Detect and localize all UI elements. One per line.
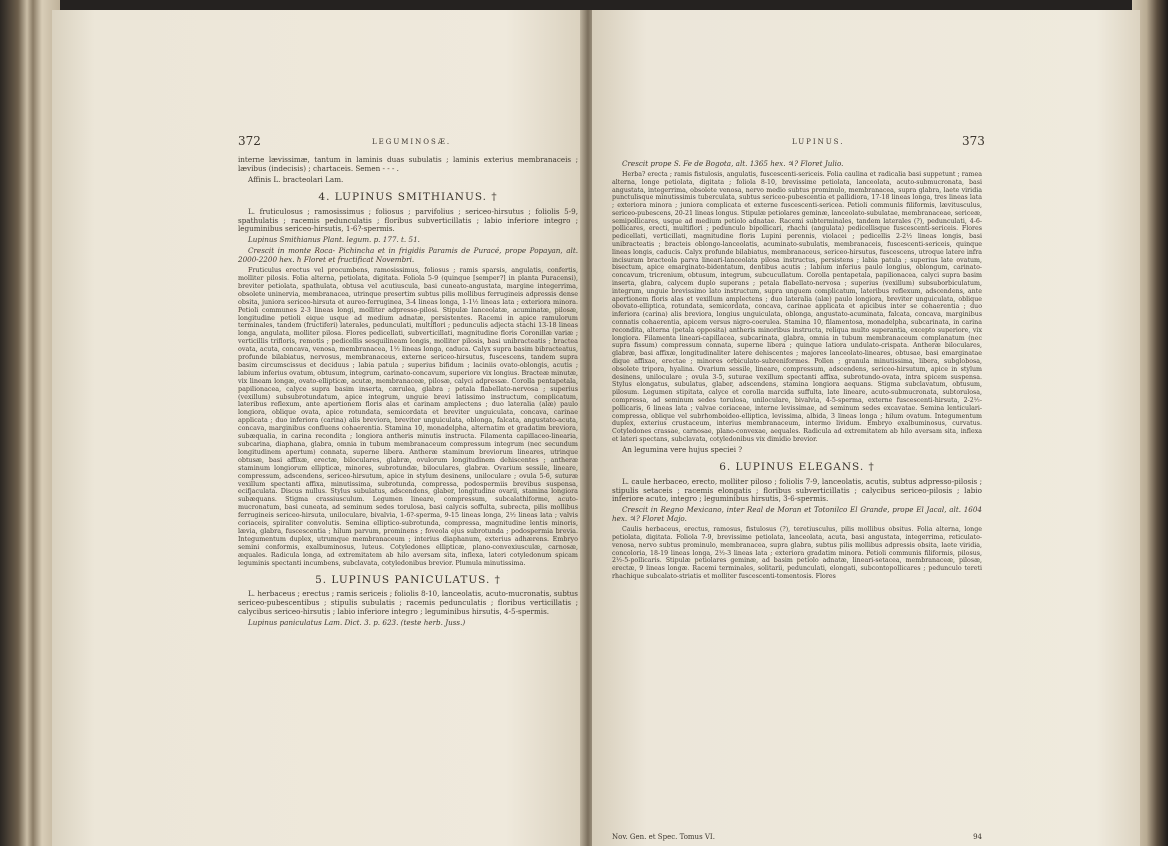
- footer-left: Nov. Gen. et Spec. Tomus VI.: [612, 833, 715, 841]
- description: Fruticulus erectus vel procumbens, ramosissimus, foliosus ; ramis sparsis, angulatis, confertis, molliter pilosis. Folia alterna, petiolata, digitata. Foliola 5-9 (quinque [semper?] in planta Puracensi), breviter petiolata, spathulata, obtusa vel acutiuscula, basi cuneato-angustata, margine integerrima, obsolete uninervia, membranacea, utrinque presertim subtus pilis mollibus ferrugineis adpressis dense obsita, juniora sericeo-hirsuta et aureo-ferruginea, 3-4 lineas longa, 1-1½ lineas lata ; exteriora minora. Petioli communes 2-3 lineas longi, molliter adpresso-pilosi. Stipulæ lanceolatæ, acuminatæ, pilosæ, longitudine petioli eique usque ad medium adnatæ, persistentes. Racemi in apice ramulorum terminales, tandem (fructiferi) laterales, pedunculati, multiflori ; pedunculis adjecta stachi 13-18 lineas longa, angulata, molliter pilosa. Flores pedicellati, subverticillati, magnitudine floris Coronillæ variæ ; verticillis trifloris, remotis ; pedicellis sesquilineam longis, molliter pilosis, basi unibracteatis ; bractea ovata, acuta, concava, venosa, membranacea, 1½ lineas longa, caduca. Calyx supra basim bibracteatus, profunde bilabiatus, nervosus, membranaceus, externe sericeo-hirsutus, fuscescens, tandem supra basim circumscissus et deciduus ; labia patula ; superius bifidum ; laciniis ovato-oblongis, acutis ; labium inferius ovatum, obtusum, integrum, carinato-concavum, superiore vix longius. Bracteæ minutæ, vix lineam longæ, ovato-ellipticæ, acutæ, membranaceæ, pilosæ, calyci adpressæ. Corolla pentapetala, papilionacea, calyce supra basim inserta, cærulea, glabra ; petala flabellato-nervosa ; superius (vexillum) subsubrotundatum, apice integrum, unguie brevi latissimo instructum, complicatum, lateribus reflexum, ante apertionem floris alas et carinam amplectens ; duo lateralia (alæ) paulo longiora, oblique ovata, apice rotundata, semicordata et breviter unguiculata, concava, carinae applicata ; duo inferiora (carina) alis breviora, breviter unguiculata, oblonga, falcata, angustato-acuta, concava, marginibus confluens cohaerentia. Stamina 10, monadelpha, alternatim et gradatim breviora, subæqualia, in carina recondita ; longiora antheris minutis instructa. Filamenta capillaceo-linearia, subcarina, diaphana, glabra, omnia in tubum membranaceum compressum integrum (nec secundum longitudinem apertum) connata, superne libera. Antheræ staminum breviorum lineares, utrinque obtusæ, basi affixæ, erectæ, biloculares, glabræ, ovulorum longitudinem dehiscentes ; antheræ staminum longiorum ellipticæ, minores, subrotundæ, biloculares, glabræ. Ovarium sessile, lineare, compressum, adscendens, sericeo-hirsutum, apice in stylum desinens, uniloculare ; ovula 5-6, suturæ vexillum spectanti affixa, minutissima, subrotunda, compressa, podospermiis brevibus suspensa, ecifjaculata. Discus nullus. Stylus subulatus, adscendens, glaber, longitudine ovarii, stamina longiora subæquans. Stigma crassiusculum. Legumen lineare, compressum, subcalathiforme, acuto-mucronatum, basi cuneata, ad seminum sedes torulosa, basi calycis soffulta, subrecta, pilis mollibus ferrugineis sericeo-hirsuta, uniloculare, bivalvia, 1-6?-sperma, 9-15 lineas longa, 2½ lineas lata ; valvis coriaceis, spiraliter convolutis. Semina elliptico-subrotunda, compressa, magnitudine lentis minoris, lævia, glabra, fuscescentia ; hilum parvum, prominens ; foveola ejus subrotunda ; podospermia brevia. Integumentum duplex, utrumque membranaceum ; interius diaphanum, exterius adhærens. Embryo semini conformis, exalbuminosus, luteus. Cotyledones ellipticæ, plano-convexiusculæ, carnosæ, æquales. Radicula longa, ad extremitatem ab hilo aversam sita, inflexa, lateri cotyledonum spicam leguminis spectanti incumbens, subclavata, cotyledonibus brevior. Plumula minutissima.: [238, 266, 578, 567]
- left-page-edges: [0, 0, 60, 846]
- running-head: LEGUMINOSÆ.: [372, 138, 452, 146]
- page-number: 373: [962, 134, 985, 148]
- synonym: Lupinus paniculatus Lam. Dict. 3. p. 623. (teste herb. Juss.): [248, 618, 466, 628]
- locality: Crescit prope S. Fe de Bogota, alt. 1365 hex. ♃? Floret Julio.: [622, 159, 844, 168]
- running-head: LUPINUS.: [792, 138, 845, 146]
- right-page: [592, 10, 1140, 846]
- locality: Crescit in monte Roca- Pichincha et in frigidis Paramis de Puracé, prope Popayan, alt. 2000-2200 hex. ℏ Floret et fructificat Novembri.: [238, 246, 578, 265]
- locality: Crescit in Regno Mexicano, inter Real de Moran et Totonilco El Grande, prope El Jacal, alt. 1604 hex. ♃? Floret Majo.: [612, 505, 982, 524]
- left-page: [52, 10, 586, 846]
- page-number: 372: [238, 134, 261, 148]
- species-heading: 4. LUPINUS SMITHIANUS. †: [318, 190, 498, 203]
- left-column: [238, 156, 578, 630]
- footer-right: 94: [973, 833, 982, 841]
- diagnosis: L. fruticulosus ; ramosissimus ; foliosus ; parvifolius ; sericeo-hirsutus ; foliolis 5-9, spathulatis ; racemis pedunculatis ; floribus subverticillatis ; labio inferiore integro ; leguminibus sericeo-hirsutis, 1-6?-spermis.: [238, 206, 578, 234]
- synonym: Lupinus Smithianus Plant. legum. p. 177. t. 51.: [248, 235, 420, 245]
- right-column: [612, 160, 982, 583]
- page-footer: [612, 833, 982, 841]
- description: Herba? erecta ; ramis fistulosis, angulatis, fuscescenti-sericeis. Folia caulina et radicalia basi suppetunt ; ramea alterna, longe petiolata, digitata ; foliola 8-10, brevissime petiolata, lanceolata, acuto-submucronata, basi angustata, integerrima, obsolete venosa, nervo medio subtus prominulo, membranacea, supra glabra, laete viridia punctulisque minutissimis tuberculata, subtus sericeo-pubescentia et pallidiora, 17-18 lineas longa, tres lineas lata ; exteriora minora ; juniora complicata et externe fuscescenti-sericea. Petioli communis filiformis, lævitusculus, sericeo-pubescens, 20-21 lineas longus. Stipulæ petiolares geminæ, lanceolato-subulatae, membranaceae, sericeæ, semipollicares, usque ad medium petiolo adnatae. Racemi subterminales, tandem laterales (?), pedunculati, 4-6-pollicares, erecti, multiflori ; pedunculo bipollicari, rhachi (angulata) pedicellisque fuscescenti-sericeis. Flores pedicellati, verticillati, magnitudine floris Lupini perennis, violacei ; pedicellis 2-2½ lineas longis, basi unibracteatis ; bracteis oblongo-lanceolatis, acuminato-subulatis, membranaceis, fuscescenti-sericeis, quinque lineas longis, caducis. Calyx profunde bilabiatus, membranaceus, sericeo-hirsutus, fuscescens, utroque latere infra incisuram bracteola parva lineari-lanceolata pilosa instructus, persistens ; labia patula ; superius late ovatum, bisectum, apice emarginato-bidentatum, dentibus acutis ; labium inferius paulo longius, oblongum, carinato-concavum, tricrenium, obtusum, integrum, subcucullatum. Corolla pentapetala, papilionacea, calyci supra basim inserta, glabra, calycem duplo superans ; petala flabellato-nervosa ; superius (vexillum) subsuborbiculatum, integrum, unguie brevissimo lato instructum, supra unguem complicatum, lateribus reflexum, adscendens, ante apertionem floris alas et vexillum amplectens ; duo lateralia (alæ) paulo longiora, breviter unguiculata, oblique obovato-elliptica, rotundata, semicordata, concava, carinae applicata et apicibus inter se cohaerentia ; duo inferiora (carina) alis breviora, longius unguiculata, oblonga, angustato-acuminata, falcata, concava, marginibus connatis cohaerentia, apicem versus nigro-coerulea. Stamina 10, filamentosa, monadelpha, subcarinata, in carina recondita, alterna (petala opposita) antheris minoribus instructa, reliqua multo superantia, excepto superiore, vix longiora. Filamenta lineari-capillacea, subcarinata, glabra, omnia in tubum membranaceum complanatum (nec supra fissum) compressum connata, superne libera ; quinque latiora undulato-crispata. Antheræ biloculares, glabræ, basi affixæ, longitudinaliter latere dehiscentes ; majores lanceolato-lineares, obtusae, basi emarginatae dique affixae, erectae ; minores orbiculato-subreniformes. Pollen ; granula minutissima, libera, subglobosa, obsolete tripora, hyalina. Ovarium sessile, lineare, compressum, adscendens, sericeo-hirsutum, apice in stylum desinens, uniloculare ; ovula 3-5, suturae vexillum spectanti affixa, subrotundo-ovata, intra spicem suspensa. Stylus elongatus, subulatus, glaber, adscendens, stamina longiora aequans. Stigma subclavatum, obtusum, pilosum. Legumen stipitata, calyce et corolla marcida suffulta, late lineare, acuto-submucronata, subtorulosa, compressa, ad seminum sedes torulosa, uniloculare, bivalvia, 4-5-sperma, externe fuscescenti-hirsuta, 2-2½-pollicaris, 6 lineas lata ; valvae coriaceae, interne levissimae, ad seminum sedes excavatae. Semina lenticulari-compressa, oblique vel subrhomboideo-elliptica, levissima, albida, 3 lineas longa ; hilum ovatum. Integumentum duplex, exterius crustaceum, interius membranaceum, intermo lividum. Embryo exalbuminosus, curvatus. Cotyledones crassae, carnosae, plano-convexae, aequales. Radicula ad extremitatem ab hilo aversam sita, inflexa et lateri spectans, subclavata, cotyledonibus vix dimidio brevior.: [612, 170, 982, 443]
- diagnosis: L. herbaceus ; erectus ; ramis sericeis ; foliolis 8-10, lanceolatis, acuto-mucronatis, subtus sericeo-pubescentibus ; stipulis subulatis ; racemis pedunculatis ; floribus verticillatis ; calycibus sericeo-hirsutis ; labio inferiore integro ; leguminibus hirsutis, 4-5-spermis.: [238, 589, 578, 617]
- species-heading: 5. LUPINUS PANICULATUS. †: [315, 573, 501, 586]
- question: An legumina vere hujus speciei ?: [622, 444, 743, 454]
- intro-line: Affinis L. bracteolari Lam.: [248, 174, 344, 184]
- species-heading: 6. LUPINUS ELEGANS. †: [719, 460, 875, 473]
- description: Caulis herbaceus, erectus, ramosus, fistulosus (?), teretiusculus, pilis mollibus obsitus. Folia alterna, longe petiolata, digitata. Foliola 7-9, brevissime petiolata, lanceolata, acuta, basi angustata, integerrima, reticulato-venosa, nervo subtus prominulo, membranacea, supra glabra, subtus pilis mollibus adpressis obsita, laete viridia, concoloria, 18-19 lineas longa, 2½-3 lineas lata ; exteriora gradatim minora. Petioli communis filiformis, pilosus, 2½-5-pollicaris. Stipulæ petiolares geminæ, ad basim petiolo adnatæ, lineari-setacea, membranaceæ, pilosæ, erectæ, 9 lineas longæ. Racemi terminales, solitarii, pedunculati, elongati, subcontopollicares ; pedunculo tereti rhachique subcalato-striatis et molliter fuscescenti-tomentosis. Flores: [612, 526, 982, 580]
- intro-line: interne lævissimæ, tantum in laminis duas subulatis ; laminis exterius membranaceis ; lævibus (indecisis) ; chartaceis. Semen - - - .: [238, 155, 578, 173]
- diagnosis: L. caule herbaceo, erecto, molliter piloso ; foliolis 7-9, lanceolatis, acutis, subtus adpresso-pilosis ; stipulis setaceis ; racemis elongatis ; floribus subverticillatis ; calycibus sericeo-pilosis ; labio inferiore acuto, integro ; leguminibus hirsutis, 3-6-spermis.: [612, 476, 982, 504]
